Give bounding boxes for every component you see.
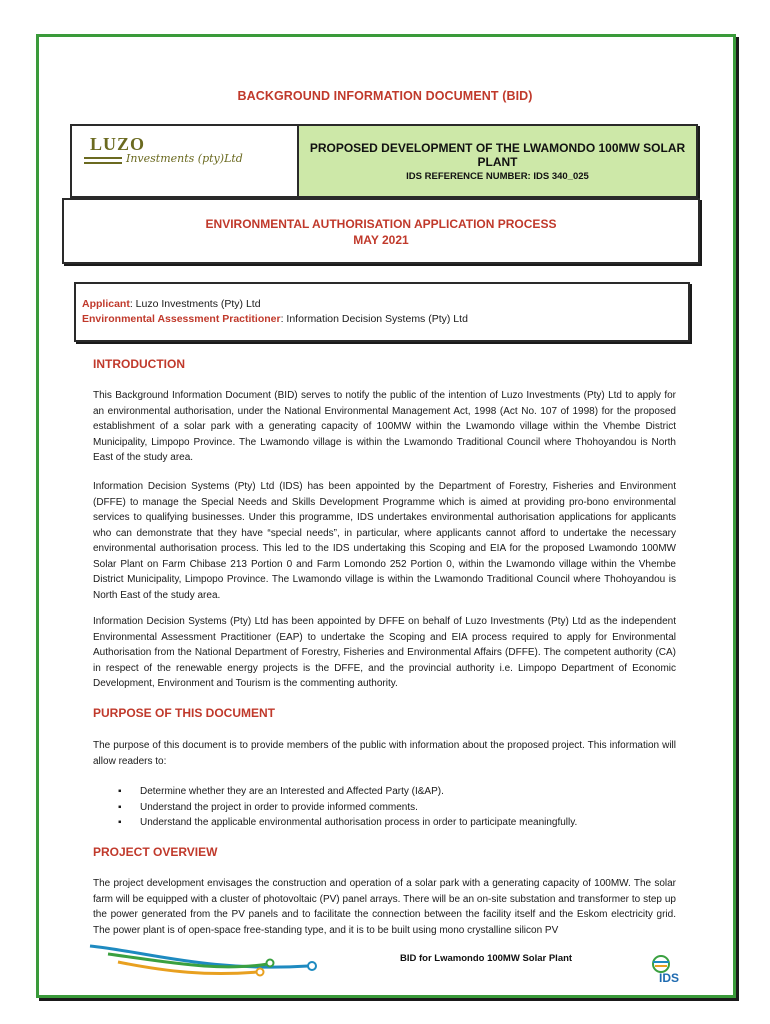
list-item: ▪ Determine whether they are an Interested and Affected Party (I&AP). (118, 784, 577, 800)
logo-brand: LUZO (90, 134, 146, 154)
project-title: PROPOSED DEVELOPMENT OF THE LWAMONDO 100MW SOLAR PLANT (309, 140, 686, 169)
company-logo (72, 126, 299, 196)
overview-paragraph: The project development envisages the construction and operation of a solar park with a generating capacity of 100MW. The solar farm will be equipped with a cluster of photovoltaic (PV) panel arrays. There will be an on-site substation and transformer to step up the power generated from the PV panels and to facilitate the connection between the facility itself and the Eskom electricity grid. The power plant is of open-space free-standing type, and it is to be built using mono crystalline silicon PV (93, 878, 676, 936)
bullet-icon: ▪ (118, 817, 122, 828)
applicant-value: : Luzo Investments (Pty) Ltd (129, 298, 261, 310)
process-title: ENVIRONMENTAL AUTHORISATION APPLICATION PROCESS (205, 217, 557, 231)
eap-value: : Information Decision Systems (Pty) Ltd (280, 313, 468, 325)
ids-logo-text: IDS (659, 971, 680, 985)
introduction-paragraph: Information Decision Systems (Pty) Ltd has been appointed by DFFE on behalf of Luzo Investments (Pty) Ltd as the independent Environmental Assessment Practitioner (EAP) to undertake the Scoping and EIA process required to apply for Environmental Authorisation from the National Department of Forestry, Fisheries and Environmental Affairs (DFFE). The competent authority (CA) in respect of the renewable energy projects is the DFFE, and the provincial authority i.e. Limpopo Department of Economic Development, Environment and Tourism is the commenting authority. (93, 616, 676, 689)
logo-line-icon (84, 157, 122, 159)
list-item: ▪ Understand the applicable environmental authorisation process in order to participate meaningfully. (118, 815, 577, 831)
reference-number: IDS REFERENCE NUMBER: IDS 340_025 (406, 170, 589, 182)
applicant-label: Applicant (82, 298, 130, 310)
bullet-icon: ▪ (118, 786, 122, 797)
document-heading: BACKGROUND INFORMATION DOCUMENT (BID) (237, 89, 533, 103)
list-item: ▪ Understand the project in order to provide informed comments. (118, 800, 577, 816)
introduction-paragraph: This Background Information Document (BID) serves to notify the public of the intention of Luzo Investments (Pty) Ltd to apply for an environmental authorisation, under the National Environmental Management Act, 1998 (Act No. 107 of 1998) for the proposed establishment of a solar park with a generating capacity of 100MW within the Lwamondo village within the Vhembe District Municipality, Limpopo Province. The Lwamondo village is within the Lwamondo Traditional Council where Thohoyandou is North East of the study area. (93, 390, 676, 463)
applicant-block (74, 282, 690, 342)
ids-logo-icon (645, 950, 695, 986)
purpose-bullet-list (118, 784, 577, 831)
logo-line-icon (84, 162, 122, 164)
project-title-cell (299, 126, 696, 196)
title-block (70, 124, 698, 198)
introduction-title: INTRODUCTION (93, 357, 185, 371)
purpose-paragraph: The purpose of this document is to provide members of the public with information about the proposed project. This information will allow readers to: (93, 740, 676, 767)
eap-label: Environmental Assessment Practitioner (82, 313, 281, 325)
process-block (62, 198, 700, 264)
overview-title: PROJECT OVERVIEW (93, 845, 218, 859)
purpose-title: PURPOSE OF THIS DOCUMENT (93, 706, 276, 720)
process-date: MAY 2021 (353, 233, 409, 247)
applicant-row (82, 298, 261, 310)
introduction-paragraph: Information Decision Systems (Pty) Ltd (IDS) has been appointed by the Department of Forestry, Fisheries and Environment (DFFE) to manage the Special Needs and Skills Development Programme which is aimed at providing pro-bono environmental services to qualifying businesses. Under this programme, IDS undertakes environmental authorisation applications for applicants who can demonstrate that they have “special needs”, in particular, where applicants cannot afford to undertake the necessary environmental authorisation process. This led to the IDS undertaking this Scoping and EIA for the proposed Lwamondo 100MW Solar Plant on Farm Chibase 213 Portion 0 and Farm Lomondo 252 Portion 0, within the Lwamondo village within the Vhembe District Municipality, Limpopo Province. The Lwamondo village is within the Lwamondo Traditional Council where Thohoyandou is North East of the study area. (93, 481, 676, 601)
footer-wave-icon (88, 942, 328, 980)
bullet-icon: ▪ (118, 801, 122, 813)
eap-row (82, 313, 468, 325)
logo-tagline: Investments (pty)Ltd (126, 152, 243, 165)
footer-title: BID for Lwamondo 100MW Solar Plant (400, 953, 573, 964)
